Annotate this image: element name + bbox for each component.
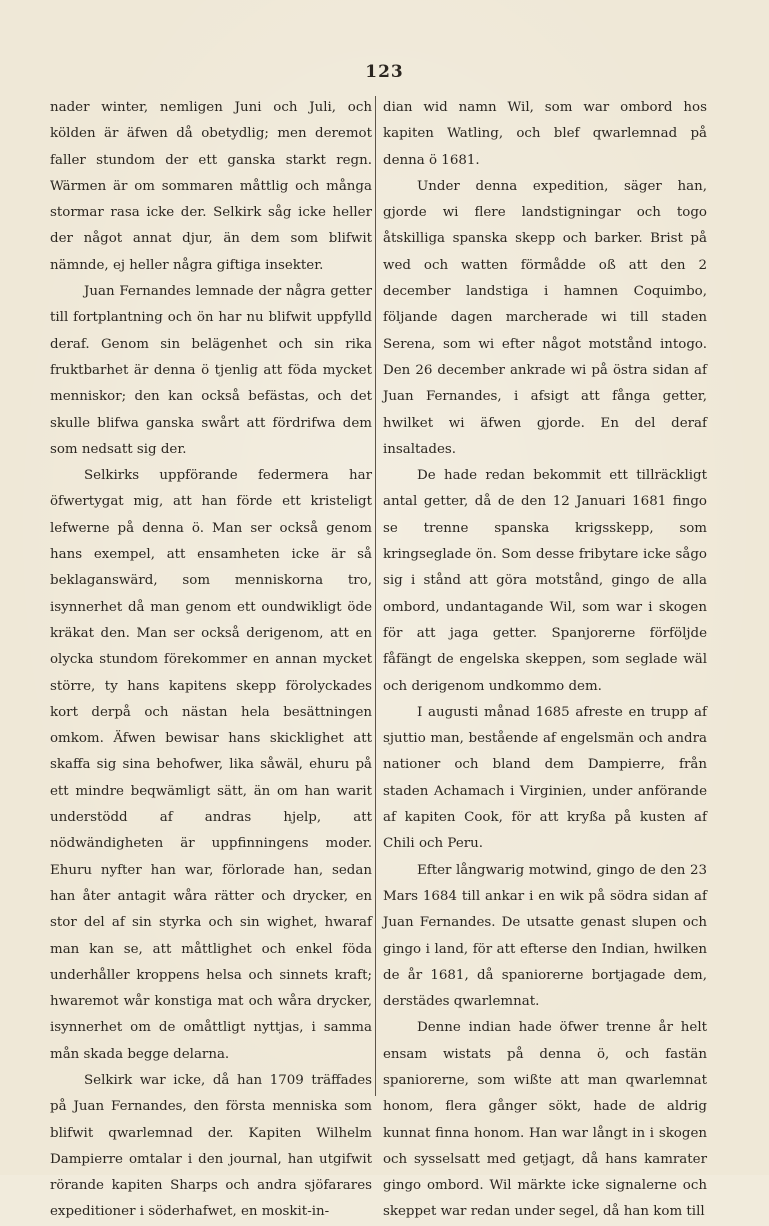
paragraph: Juan Fernandes lemnade der några getter till fortplantning och ön har nu blifwit uppfylld deraf. Genom sin belägenhet och sin rika fruktbarhet är denna ö tjenlig att föda mycket menniskor; den kan också befästas, och det skulle blifwa ganska swårt att fördrifwa dem som nedsatt sig der. [50,284,372,457]
paragraph: Under denna expedition, säger han, gjorde wi flere landstigningar och togo åtskilliga spanska skepp och barker. Brist på wed och watten förmådde oß att den 2 december landstiga i hamnen Coquimbo, följande dagen marcherade wi till staden Serena, som wi efter något motstånd intogo. Den 26 december ankrade wi på östra sidan af Juan Fernandes, i afsigt att fånga getter, hwilket wi äfwen gjorde. En del deraf insaltades. [383,178,707,457]
right-column [383,95,707,1226]
paragraph: De hade redan bekommit ett tillräckligt antal getter, då de den 12 Januari 1681 fingo se trenne spanska krigsskepp, som kringseglade ön. Som desse fribytare icke sågo sig i stånd att göra motstånd, gingo de alla ombord, undantagande Wil, som war i skogen för att jaga getter. Spanjorerne förföljde fåfängt de engelska skeppen, som seglade wäl och derigenom undkommo dem. [383,468,707,694]
paragraph: dian wid namn Wil, som war ombord hos kapiten Watling, och blef qwarlemnad på denna ö 1681. [383,100,707,168]
paragraph: nader winter, nemligen Juni och Juli, och kölden är äfwen då obetydlig; men deremot faller stundom der ett ganska starkt regn. Wärmen är om sommaren måttlig och många stormar rasa icke der. Selkirk såg icke heller der något annat djur, än dem som blifwit nämnde, ej heller några giftiga insekter. [50,100,372,273]
paragraph: Selkirks uppförande federmera har öfwertygat mig, att han förde ett kristeligt lefwerne på denna ö. Man ser också genom hans exempel, att ensamheten icke är så beklaganswärd, som menniskorna tro, isynnerhet då man genom ett oundwikligt öde kräkat den. Man ser också derigenom, att en olycka stundom förekommer en annan mycket större, ty hans kapitens skepp förolyckades kort derpå och nästan hela besättningen omkom. Äfwen bewisar hans skicklighet att skaffa sig sina behofwer, lika såwäl, ehuru på ett mindre beqwämligt sätt, än om han warit understödd af andras hjelp, att nödwändigheten är uppfinningens moder. Ehuru nyfter han war, förlorade han, sedan han åter antagit wåra rätter och drycker, en stor del af sin styrka och sin wighet, hwaraf man kan se, att måttlighet och enkel föda underhåller kroppens helsa och sinnets kraft; hwaremot wår konstiga mat och wåra drycker, isynnerhet om de omåttligt nyttjas, i samma mån skada begge delarna. [50,468,372,1062]
column-divider [375,96,376,1096]
paragraph: Selkirk war icke, då han 1709 träffades på Juan Fernandes, den första menniska som blifwit qwarlemnad der. Kapiten Wilhelm Dampierre omtalar i den journal, han utgifwit rörande kapiten Sharps och andra sjöfarares expeditioner i söderhafwet, en moskit-in- [50,1072,372,1220]
paragraph: Denne indian hade öfwer trenne år helt ensam wistats på denna ö, och fastän spaniorerne, som wißte att man qwarlemnat honom, flera gånger sökt, hade de aldrig kunnat finna honom. Han war långt in i skogen och sysselsatt med getjagt, då hans kamrater gingo ombord. Wil märkte icke signalerne och skeppet war redan under segel, då han kom till [383,1020,707,1220]
left-column [50,95,372,1226]
paragraph: I augusti månad 1685 afreste en trupp af sjuttio man, bestående af engelsmän och andra nationer och bland dem Dampierre, från staden Achamach i Virginien, under anförande af kapiten Cook, för att kryßa på kusten af Chili och Peru. [383,704,707,852]
page-number: 123 [365,62,404,82]
paragraph: Efter långwarig motwind, gingo de den 23 Mars 1684 till ankar i en wik på södra sidan af Juan Fernandes. De utsatte genast slupen och gingo i land, för att efterse den Indian, hwilken de år 1681, då spaniorerne bortjagade dem, derstädes qwarlemnat. [383,862,707,1010]
